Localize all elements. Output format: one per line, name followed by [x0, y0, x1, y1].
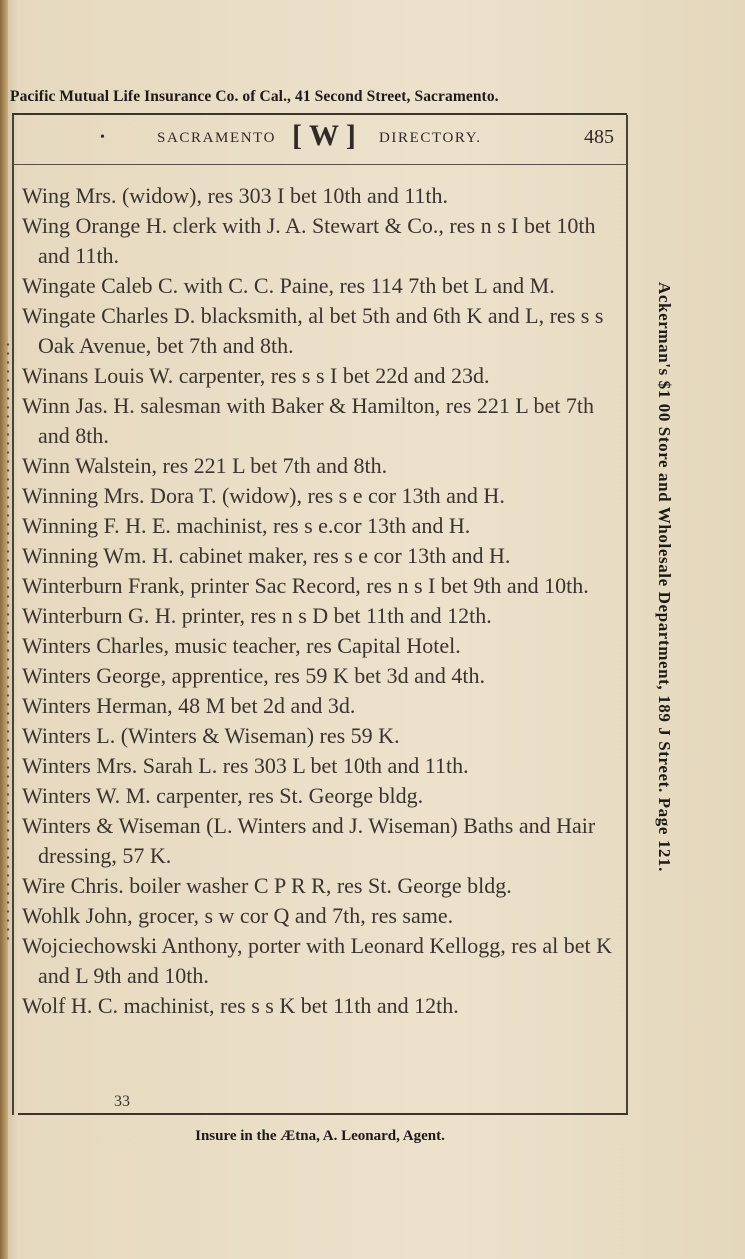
running-head-letter: [ W ]: [292, 119, 356, 152]
directory-entry: Winters L. (Winters & Wiseman) res 59 K.: [22, 723, 400, 748]
section-letter: W: [308, 119, 339, 152]
directory-entry: Winters & Wiseman (L. Winters and J. Wiseman) Baths and Hair dressing, 57 K.: [22, 813, 596, 868]
directory-entry: Wing Orange H. clerk with J. A. Stewart & Co., res n s I bet 10th and 11th.: [22, 213, 596, 268]
running-head-city: SACRAMENTO: [157, 130, 277, 146]
directory-entries: [22, 181, 622, 1021]
frame-bottom-rule: [18, 1113, 628, 1115]
frame-left-rule: [12, 115, 14, 1115]
page-number: 485: [584, 126, 614, 148]
directory-entry: Winters George, apprentice, res 59 K bet 3d and 4th.: [22, 663, 486, 688]
header-divider: [12, 164, 627, 165]
directory-entry: Wohlk John, grocer, s w cor Q and 7th, res same.: [22, 903, 454, 928]
top-advertisement: Pacific Mutual Life Insurance Co. of Cal., 41 Second Street, Sacramento.: [10, 88, 499, 105]
frame-right-rule: [626, 115, 628, 1115]
margin-dot-leaders: [6, 340, 10, 940]
directory-entry: Winning Mrs. Dora T. (widow), res s e cor 13th and H.: [22, 483, 505, 508]
directory-entry: Wojciechowski Anthony, porter with Leonard Kellogg, res al bet K and L 9th and 10th.: [22, 933, 613, 988]
running-head: [12, 118, 627, 162]
running-head-title: DIRECTORY.: [379, 130, 482, 146]
directory-entry: Winterburn G. H. printer, res n s D bet 11th and 12th.: [22, 603, 492, 628]
directory-entry: Winters Mrs. Sarah L. res 303 L bet 10th and 11th.: [22, 753, 469, 778]
directory-entry: Winning Wm. H. cabinet maker, res s e cor 13th and H.: [22, 543, 511, 568]
running-head-marker: •: [100, 130, 105, 145]
directory-entry: Winters Herman, 48 M bet 2d and 3d.: [22, 693, 356, 718]
side-advertisement: Ackerman's $1 00 Store and Wholesale Department, 189 J Street. Page 121.: [655, 282, 674, 872]
directory-entry: Winn Jas. H. salesman with Baker & Hamilton, res 221 L bet 7th and 8th.: [22, 393, 595, 448]
frame-top-rule: [12, 113, 627, 115]
directory-entry: Winters Charles, music teacher, res Capital Hotel.: [22, 633, 461, 658]
directory-entry: Wingate Charles D. blacksmith, al bet 5th and 6th K and L, res s s Oak Avenue, bet 7th and 8th.: [22, 303, 604, 358]
directory-entry: Winters W. M. carpenter, res St. George bldg.: [22, 783, 424, 808]
bottom-advertisement: Insure in the Ætna, A. Leonard, Agent.: [195, 1128, 445, 1144]
directory-entry: Winans Louis W. carpenter, res s s I bet 22d and 23d.: [22, 363, 490, 388]
signature-mark: 33: [114, 1093, 130, 1110]
directory-entry: Wire Chris. boiler washer C P R R, res St. George bldg.: [22, 873, 512, 898]
directory-entry: Winning F. H. E. machinist, res s e.cor 13th and H.: [22, 513, 471, 538]
directory-entry: Winn Walstein, res 221 L bet 7th and 8th.: [22, 453, 388, 478]
directory-entry: Wolf H. C. machinist, res s s K bet 11th and 12th.: [22, 993, 459, 1018]
directory-entry: Winterburn Frank, printer Sac Record, res n s I bet 9th and 10th.: [22, 573, 589, 598]
directory-entry: Wingate Caleb C. with C. C. Paine, res 114 7th bet L and M.: [22, 273, 555, 298]
directory-entry: Wing Mrs. (widow), res 303 I bet 10th and 11th.: [22, 183, 449, 208]
